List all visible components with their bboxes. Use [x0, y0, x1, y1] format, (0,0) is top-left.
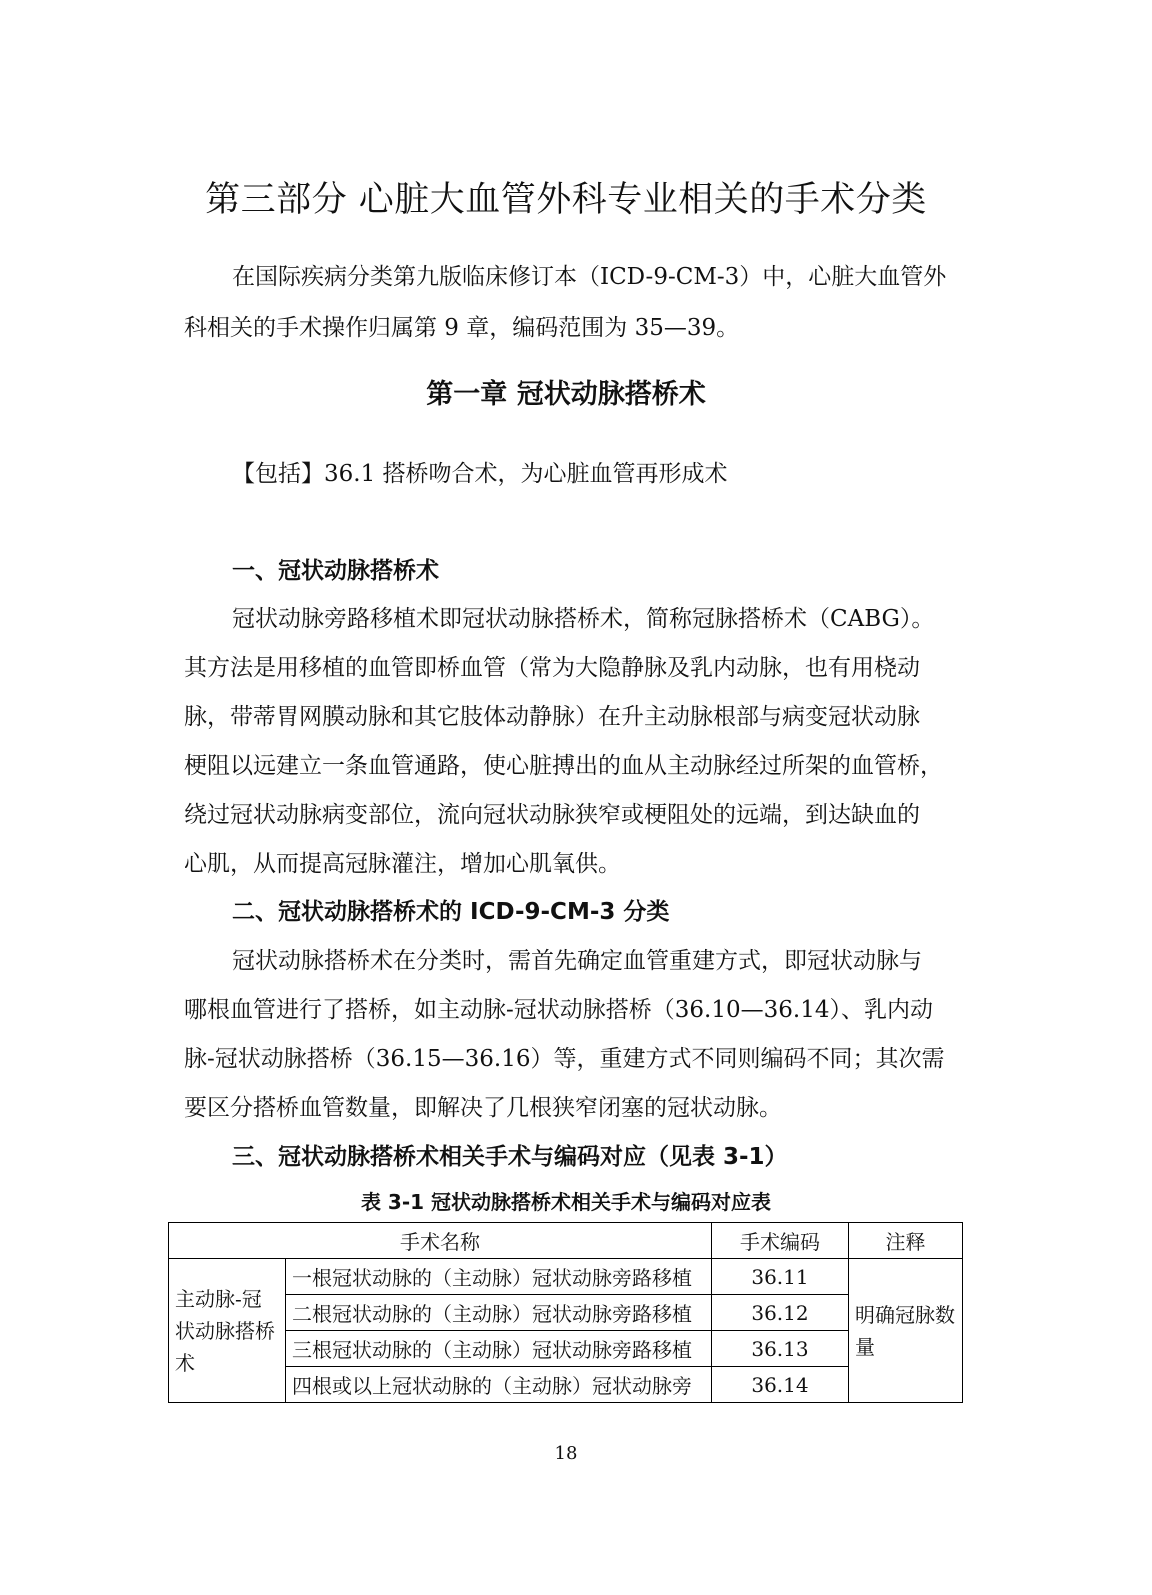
section-heading-3: 三、冠状动脉搭桥术相关手术与编码对应（见表 3-1） — [232, 1144, 788, 1170]
table-caption: 表 3-1 冠状动脉搭桥术相关手术与编码对应表 — [360, 1190, 772, 1214]
intro-line: 科相关的手术操作归属第 9 章，编码范围为 35—39。 — [184, 315, 740, 341]
body-line: 其方法是用移植的血管即桥血管（常为大隐静脉及乳内动脉，也有用桡动 — [184, 655, 920, 681]
body-line: 冠状动脉搭桥术在分类时，需首先确定血管重建方式，即冠状动脉与 — [232, 948, 922, 974]
body-line: 哪根血管进行了搭桥，如主动脉-冠状动脉搭桥（36.10—36.14）、乳内动 — [184, 997, 933, 1023]
body-line: 脉-冠状动脉搭桥（36.15—36.16）等，重建方式不同则编码不同；其次需 — [184, 1046, 945, 1072]
table-row — [169, 1367, 963, 1403]
procedure-code-table — [168, 1222, 963, 1403]
part-title: 第三部分 心脏大血管外科专业相关的手术分类 — [205, 180, 927, 220]
group-cell: 主动脉-冠状动脉搭桥术 — [169, 1259, 286, 1403]
procedure-code-cell: 36.13 — [712, 1331, 849, 1367]
body-line: 心肌，从而提高冠脉灌注，增加心肌氧供。 — [184, 851, 621, 877]
body-line: 要区分搭桥血管数量，即解决了几根狭窄闭塞的冠状动脉。 — [184, 1095, 782, 1121]
page-number: 18 — [554, 1443, 578, 1464]
body-line: 绕过冠状动脉病变部位，流向冠状动脉狭窄或梗阻处的远端，到达缺血的 — [184, 802, 920, 828]
intro-line: 在国际疾病分类第九版临床修订本（ICD-9-CM-3）中，心脏大血管外 — [232, 264, 947, 290]
body-line: 脉，带蒂胃网膜动脉和其它肢体动静脉）在升主动脉根部与病变冠状动脉 — [184, 704, 920, 730]
body-line: 梗阻以远建立一条血管通路，使心脏搏出的血从主动脉经过所架的血管桥， — [184, 753, 943, 779]
table-row — [169, 1331, 963, 1367]
header-procedure-code: 手术编码 — [712, 1223, 849, 1259]
section-heading-2: 二、冠状动脉搭桥术的 ICD-9-CM-3 分类 — [232, 899, 670, 925]
procedure-name-cell: 一根冠状动脉的（主动脉）冠状动脉旁路移植 — [286, 1259, 712, 1295]
header-note: 注释 — [849, 1223, 963, 1259]
header-procedure-name: 手术名称 — [169, 1223, 712, 1259]
procedure-code-cell: 36.11 — [712, 1259, 849, 1295]
table-row — [169, 1295, 963, 1331]
procedure-name-cell: 四根或以上冠状动脉的（主动脉）冠状动脉旁 — [286, 1367, 712, 1403]
body-line: 冠状动脉旁路移植术即冠状动脉搭桥术，简称冠脉搭桥术（CABG）。 — [232, 606, 935, 632]
procedure-name-cell: 三根冠状动脉的（主动脉）冠状动脉旁路移植 — [286, 1331, 712, 1367]
note-cell: 明确冠脉数量 — [849, 1259, 963, 1403]
procedure-code-cell: 36.14 — [712, 1367, 849, 1403]
chapter-title: 第一章 冠状动脉搭桥术 — [426, 379, 706, 410]
section-heading-1: 一、冠状动脉搭桥术 — [232, 558, 439, 584]
procedure-name-cell: 二根冠状动脉的（主动脉）冠状动脉旁路移植 — [286, 1295, 712, 1331]
procedure-code-cell: 36.12 — [712, 1295, 849, 1331]
table-row — [169, 1259, 963, 1295]
includes-note: 【包括】36.1 搭桥吻合术，为心脏血管再形成术 — [232, 461, 728, 487]
table-header-row — [169, 1223, 963, 1259]
